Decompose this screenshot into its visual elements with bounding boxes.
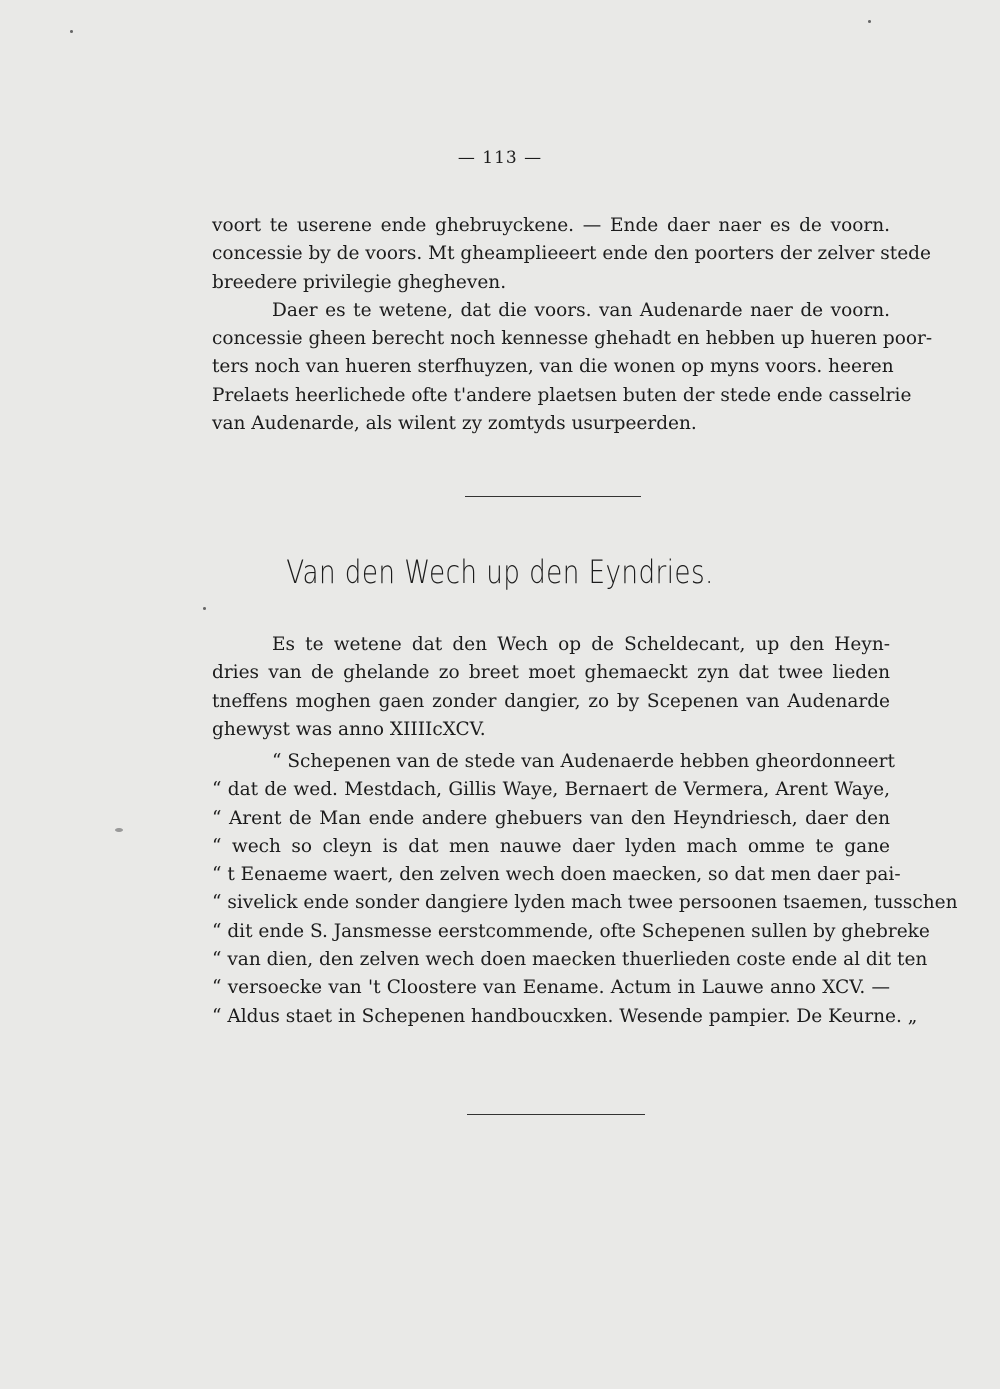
quote-line: “ versoecke van 't Cloostere van Eename. Actum in Lauwe anno XCV. — [212, 977, 890, 999]
text-line: Es te wetene dat den Wech op de Scheldecant, up den Heyn- [272, 634, 890, 655]
quote-line: “ t Eenaeme waert, den zelven wech doen maecken, so dat men daer pai- [212, 864, 901, 886]
section-heading: Van den Wech up den Eyndries. [286, 553, 714, 591]
quote-line: “ Aldus staet in Schepenen handboucxken. Wesende pampier. De Keurne. „ [212, 1005, 918, 1027]
text-line: Prelaets heerlichede ofte t'andere plaetsen buten der stede ende casselrie [212, 384, 912, 406]
text-line: breedere privilegie ghegheven. [212, 271, 507, 293]
quote-line: “ Arent de Man ende andere ghebuers van den Heyndriesch, daer den [212, 807, 890, 829]
quote-line: “ sivelick ende sonder dangiere lyden mach twee persoonen tsaemen, tusschen [212, 892, 958, 914]
paragraph-3 [212, 631, 890, 744]
quote-line: “ Schepenen van de stede van Audenaerde hebben gheordonneert [272, 751, 895, 772]
paper-speck [203, 607, 206, 610]
end-divider [467, 1114, 645, 1115]
text-line: ghewyst was anno XIIIIcXCV. [212, 718, 486, 740]
quoted-decree [212, 748, 958, 1031]
quote-line: “ wech so cleyn is dat men nauwe daer lyden mach omme te gane [212, 835, 890, 857]
text-line: voort te userene ende ghebruyckene. — Ende daer naer es de voorn. [212, 215, 890, 236]
text-line: concessie by de voors. Mt gheamplieeert ende den poorters der zelver stede [212, 243, 931, 265]
paper-speck [70, 30, 73, 33]
text-line: concessie gheen berecht noch kennesse ghehadt en hebben up hueren poor- [212, 328, 933, 350]
quote-line: “ van dien, den zelven wech doen maecken thuerlieden coste ende al dit ten [212, 949, 928, 971]
quote-line: “ dit ende S. Jansmesse eerstcommende, ofte Schepenen sullen by ghebreke [212, 920, 930, 942]
text-line: dries van de ghelande zo breet moet ghemaeckt zyn dat twee lieden [212, 662, 890, 684]
text-line: tneffens moghen gaen zonder dangier, zo by Scepenen van Audenarde [212, 690, 890, 712]
quote-line: “ dat de wed. Mestdach, Gillis Waye, Bernaert de Vermera, Arent Waye, [212, 779, 890, 801]
text-line: ters noch van hueren sterfhuyzen, van die wonen op myns voors. heeren [212, 356, 894, 378]
paper-speck [115, 828, 123, 832]
paragraph-1 [212, 212, 933, 438]
page-number: — 113 — [457, 148, 543, 168]
paper-speck [868, 20, 871, 23]
section-divider [465, 496, 641, 497]
text-line: van Audenarde, als wilent zy zomtyds usurpeerden. [212, 413, 697, 435]
text-line: Daer es te wetene, dat die voors. van Audenarde naer de voorn. [272, 299, 890, 321]
